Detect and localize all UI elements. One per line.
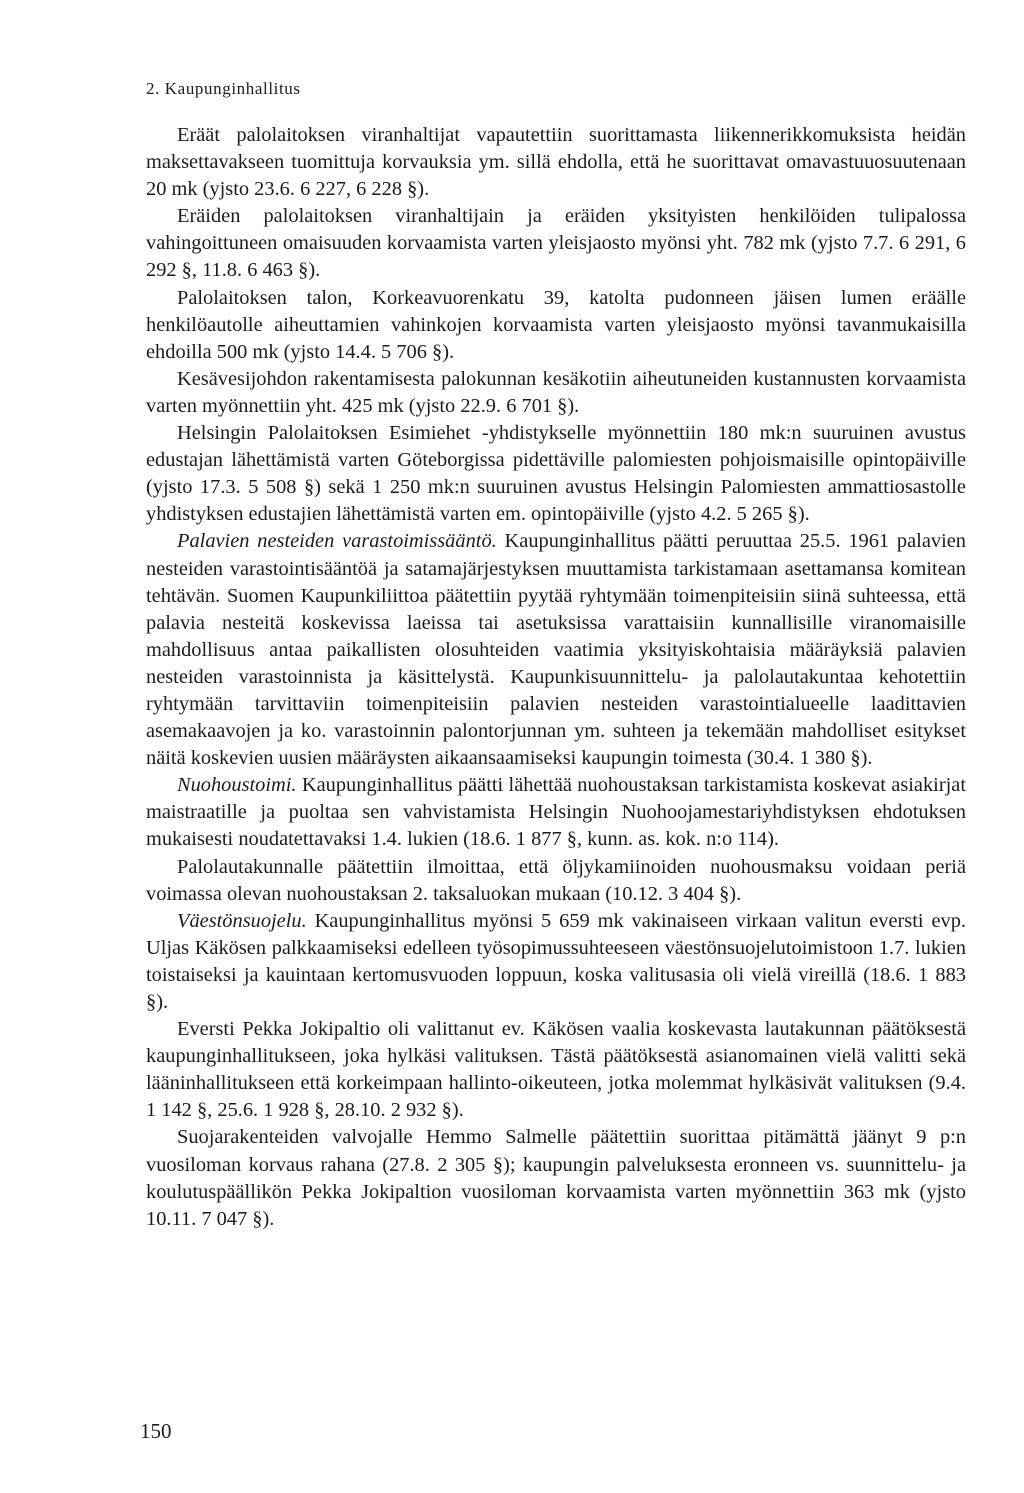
page-number: 150 — [140, 1419, 172, 1443]
section-heading: Palavien nesteiden varastoimissääntö. — [177, 530, 497, 553]
paragraph — [146, 285, 966, 366]
paragraph-text: Kaupunginhallitus päätti peruuttaa 25.5. 1961 palavien nesteiden varastointisääntöä ja satamajärjestyksen muuttamista tarkistamaan asettamansa komitean tehtävän. Suomen Kaupunkiliittoa päätettiin pyytää ryhtymään toimenpiteisiin siinä suhteessa, että palavia nesteitä koskevissa laeissa tai asetuksissa varattaisiin kunnallisille viranomaisille mahdollisuus antaa paikallisten olosuhteiden vaatimia yksityiskohtaisia määräyksiä palavien nesteiden varastoinnista ja käsittelystä. Kaupunkisuunnittelu- ja palolautakuntaa kehotettiin ryhtymään tarvittaviin toimenpiteisiin palavien nesteiden varastointialueelle laadittavien asemakaavojen ja ko. varastoinnin palontorjunnan ym. suhteen ja tekemään mahdolliset esitykset näitä koskevien uusien määräysten aikaansaamiseksi kaupungin toimesta (30.4. 1 380 §). — [146, 530, 967, 770]
paragraph — [146, 1016, 966, 1124]
paragraph — [146, 420, 966, 528]
paragraph-text: Suojarakenteiden valvojalle Hemmo Salmelle päätettiin suorittaa pitämättä jäänyt 9 p:n vuosiloman korvaus rahana (27.8. 2 305 §); kaupungin palveluksesta eronneen vs. suunnittelu- ja koulutuspäällikön Pekka Jokipaltion vuosiloman korvaamista varten myönnettiin 363 mk (yjsto 10.11. 7 047 §). — [146, 1126, 966, 1230]
section-heading: Väestönsuojelu. — [177, 909, 307, 932]
paragraph-text: Palolaitoksen talon, Korkeavuorenkatu 39, katolta pudonneen jäisen lumen eräälle henkilöautolle aiheuttamien vahinkojen korvaamista varten yleisjaosto myönsi tavanmukaisilla ehdoilla 500 mk (yjsto 14.4. 5 706 §). — [146, 286, 966, 363]
paragraph-text: Kesävesijohdon rakentamisesta palokunnan kesäkotiin aiheutuneiden kustannusten korvaamista varten myönnettiin yht. 425 mk (yjsto 22.9. 6 701 §). — [146, 367, 966, 417]
paragraph-text: Eräät palolaitoksen viranhaltijat vapautettiin suorittamasta liikennerikkomuksista heidän maksettavakseen tuomittuja korvauksia ym. sillä ehdolla, että he suorittavat omavastuuosuutenaan 20 mk (yjsto 23.6. 6 227, 6 228 §). — [146, 124, 966, 201]
paragraph — [146, 528, 966, 772]
paragraph — [146, 854, 966, 908]
paragraph — [146, 366, 966, 420]
paragraph — [146, 122, 966, 203]
paragraph-text: Helsingin Palolaitoksen Esimiehet -yhdistykselle myönnettiin 180 mk:n suuruinen avustus edustajan lähettämistä varten Göteborgissa pidettäville palomiesten pohjoismaisille opintopäiville (yjsto 17.3. 5 508 §) sekä 1 250 mk:n suuruinen avustus Helsingin Palomiesten ammattiosastolle yhdistyksen edustajien lähettämistä varten em. opintopäiville (yjsto 4.2. 5 265 §). — [146, 422, 966, 526]
body-text — [146, 122, 966, 1233]
paragraph-text: Palolautakunnalle päätettiin ilmoittaa, että öljykamiinoiden nuohousmaksu voidaan periä voimassa olevan nuohoustaksan 2. taksaluokan mukaan (10.12. 3 404 §). — [146, 855, 966, 905]
paragraph-text: Eversti Pekka Jokipaltio oli valittanut ev. Käkösen vaalia koskevasta lautakunnan päätöksestä kaupunginhallitukseen, joka hylkäsi valituksen. Tästä päätöksestä asianomainen vielä valitti sekä lääninhallitukseen että korkeimpaan hallinto-oikeuteen, jotka molemmat hylkäsivät valituksen (9.4. 1 142 §, 25.6. 1 928 §, 28.10. 2 932 §). — [146, 1018, 966, 1122]
section-heading: Nuohoustoimi. — [177, 774, 297, 797]
paragraph-text: Eräiden palolaitoksen viranhaltijain ja eräiden yksityisten henkilöiden tulipalossa vahingoittuneen omaisuuden korvaamista varten yleisjaosto myönsi yht. 782 mk (yjsto 7.7. 6 291, 6 292 §, 11.8. 6 463 §). — [146, 205, 966, 282]
paragraph-text: Kaupunginhallitus päätti lähettää nuohoustaksan tarkistamista koskevat asiakirjat maistraatille ja puoltaa sen vahvistamista Helsingin Nuohoojamestariyhdistyksen ehdotuksen mukaisesti noudatettavaksi 1.4. lukien (18.6. 1 877 §, kunn. as. kok. n:o 114). — [146, 774, 966, 851]
paragraph-text: Kaupunginhallitus myönsi 5 659 mk vakinaiseen virkaan valitun eversti evp. Uljas Käkösen palkkaamiseksi edelleen työsopimussuhteeseen väestönsuojelutoimistoon 1.7. lukien toistaiseksi ja kauintaan kertomusvuoden loppuun, koska valitusasia oli vielä vireillä (18.6. 1 883 §). — [146, 909, 966, 1013]
paragraph — [146, 772, 966, 853]
running-header: 2. Kaupunginhallitus — [146, 79, 301, 98]
paragraph — [146, 203, 966, 284]
paragraph — [146, 908, 966, 1016]
paragraph — [146, 1124, 966, 1232]
